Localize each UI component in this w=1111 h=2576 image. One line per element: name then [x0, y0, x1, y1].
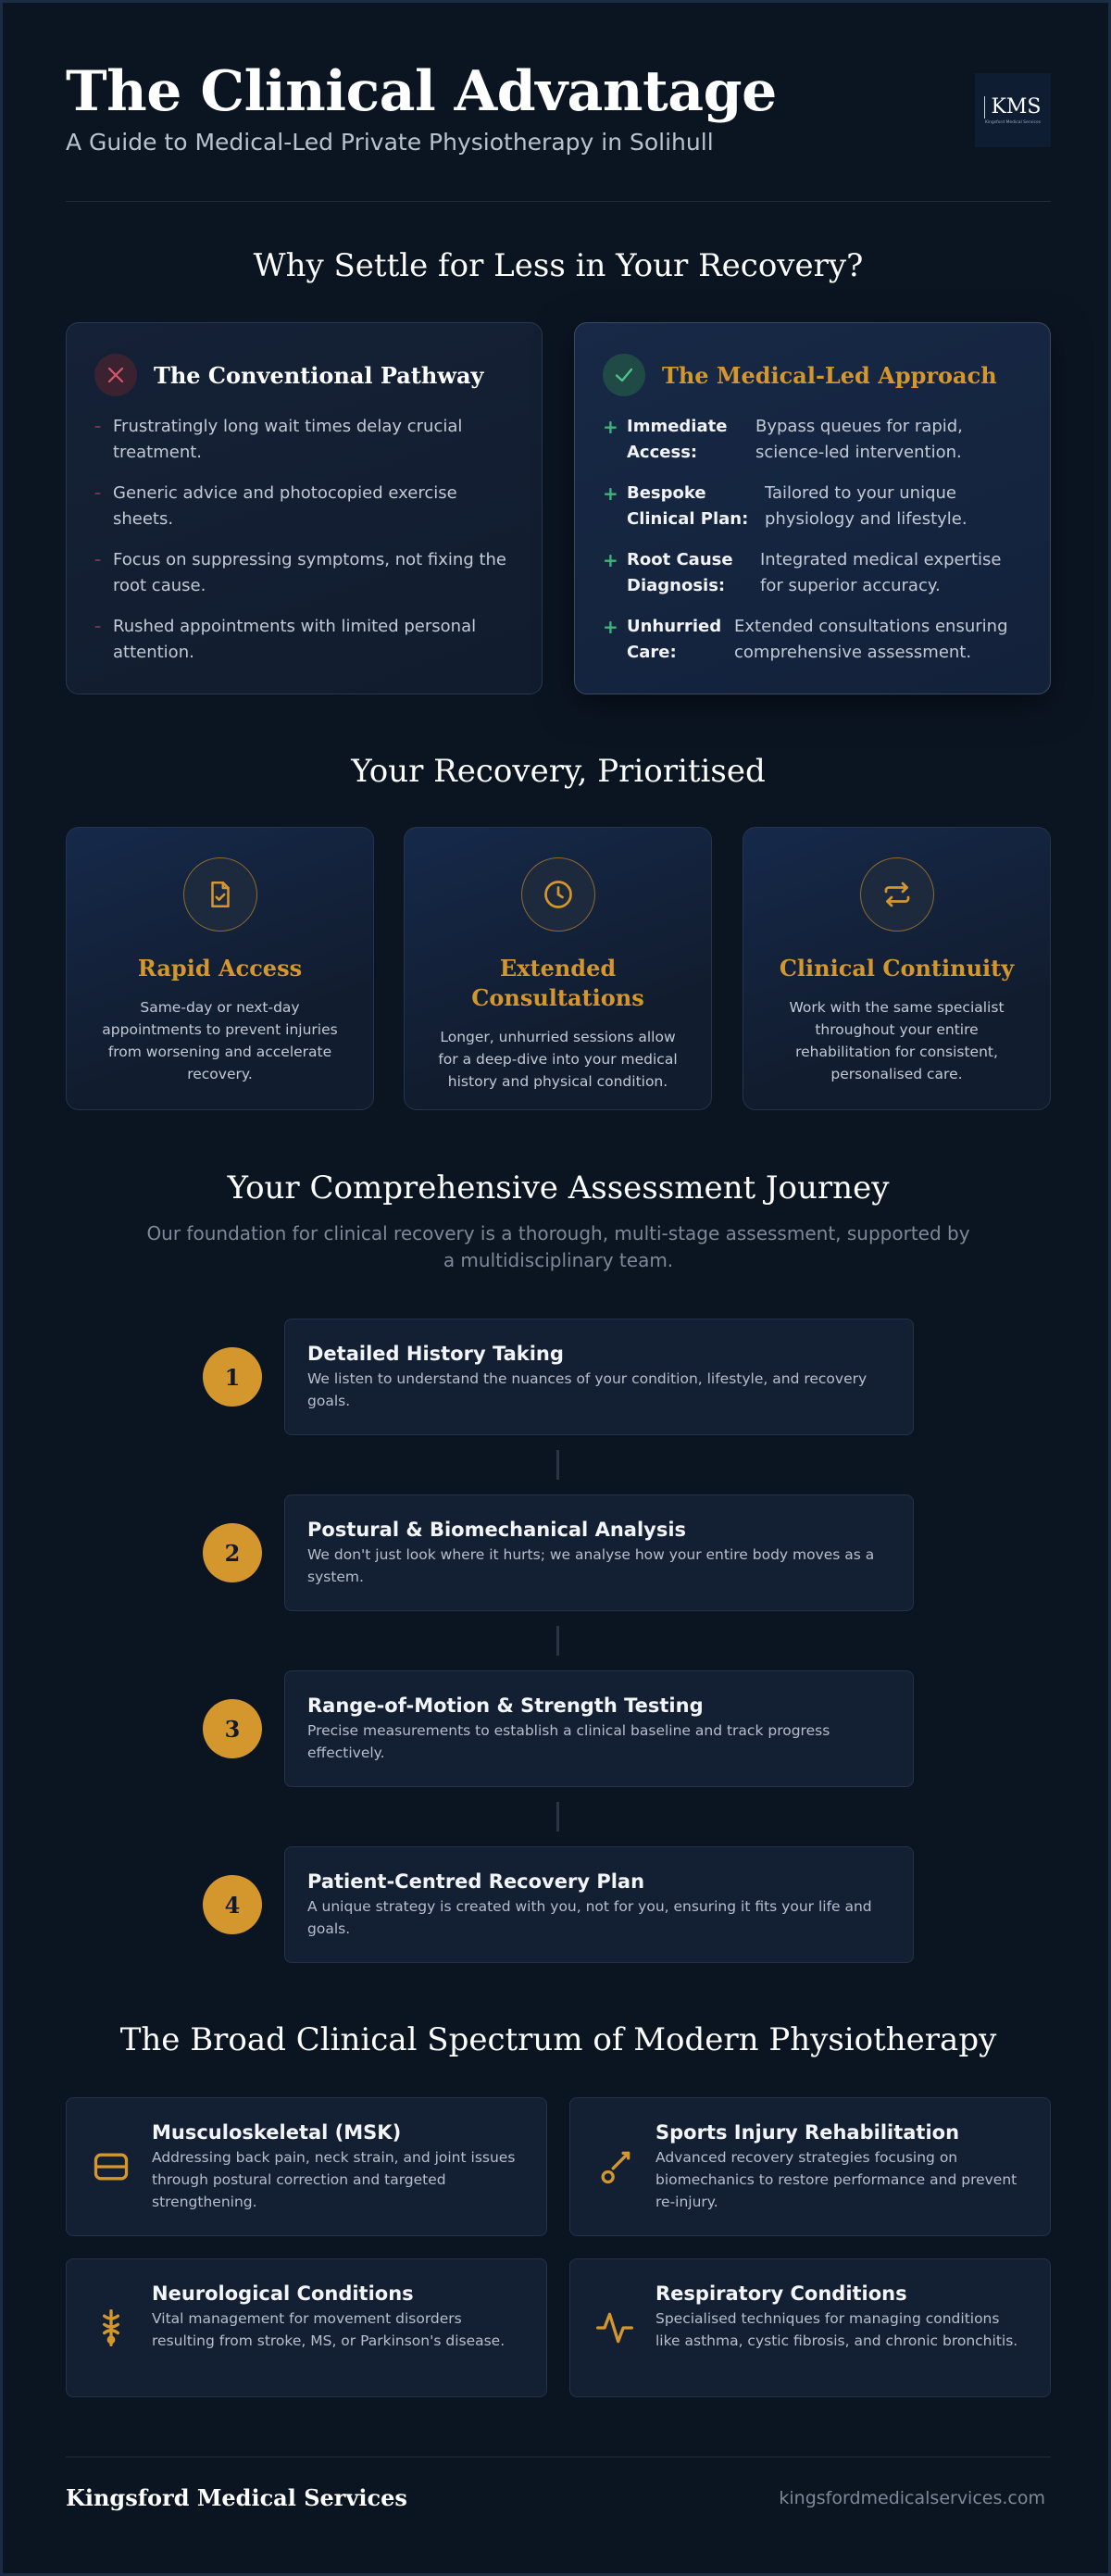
medical-led-header	[603, 353, 1022, 397]
list-item	[603, 614, 1022, 666]
step-card	[284, 1494, 914, 1611]
list-item-text: Rushed appointments with limited personal attention.	[113, 617, 477, 662]
spectrum-heading: The Broad Clinical Spectrum of Modern Physiotherapy	[119, 2021, 997, 2058]
step-card	[284, 1846, 914, 1963]
spectrum-desc: Addressing back pain, neck strain, and joint issues through postural correction and targeted strengthening.	[152, 2149, 516, 2210]
feature-card-rapid-access	[66, 827, 374, 1110]
step-connector	[556, 1450, 559, 1480]
medical-led-title: The Medical-Led Approach	[662, 361, 997, 389]
logo	[975, 73, 1051, 147]
spectrum-desc: Vital management for movement disorders resulting from stroke, MS, or Parkinson's disease.	[152, 2310, 506, 2349]
logo-text: KMS	[984, 96, 1041, 119]
medical-led-card	[574, 322, 1051, 694]
list-item	[94, 481, 514, 532]
spectrum-card-neuro	[66, 2258, 547, 2397]
list-item-key: Root Cause Diagnosis:	[627, 550, 733, 595]
spectrum-title: Neurological Conditions	[152, 2282, 414, 2305]
conventional-list	[94, 414, 514, 666]
feature-card-clinical-continuity	[743, 827, 1051, 1110]
footer-url-link[interactable]: kingsfordmedicalservices.com	[779, 2488, 1045, 2508]
minus-icon: –	[94, 553, 101, 568]
repeat-arrows-icon	[860, 857, 934, 932]
step-number: 1	[203, 1347, 262, 1407]
page-title: The Clinical Advantage	[66, 59, 777, 124]
plus-icon: +	[603, 549, 618, 571]
step-title: Postural & Biomechanical Analysis	[307, 1519, 687, 1541]
spectrum-card-msk	[66, 2097, 547, 2236]
spectrum-card-sports	[569, 2097, 1051, 2236]
feature-card-extended-consultations	[404, 827, 712, 1110]
pulse-icon	[593, 2306, 637, 2350]
step-number: 3	[203, 1699, 262, 1758]
minus-icon: –	[94, 619, 101, 634]
step-number: 2	[203, 1523, 262, 1582]
step-title: Detailed History Taking	[307, 1343, 564, 1365]
footer-brand: Kingsford Medical Services	[66, 2484, 407, 2511]
conventional-header	[94, 353, 514, 397]
spectrum-desc: Advanced recovery strategies focusing on biomechanics to restore performance and prevent re-injury.	[655, 2149, 1017, 2210]
medical-led-list	[603, 414, 1022, 666]
minus-icon: –	[94, 486, 101, 501]
list-item	[603, 414, 1022, 466]
spectrum-title: Musculoskeletal (MSK)	[152, 2121, 402, 2144]
divider	[66, 201, 1051, 202]
step-card	[284, 1319, 914, 1435]
minus-icon: –	[94, 419, 101, 434]
step-desc: A unique strategy is created with you, not for you, ensuring it fits your life and goals.	[307, 1898, 872, 1937]
list-item	[603, 547, 1022, 599]
bandage-icon	[593, 2145, 637, 2189]
feature-title: Clinical Continuity	[779, 955, 1015, 982]
feature-title: Extended Consultations	[471, 955, 644, 1011]
list-item-text: Integrated medical expertise for superior accuracy.	[760, 550, 1002, 595]
journey-heading: Your Comprehensive Assessment Journey	[227, 1169, 890, 1207]
list-item-text: Extended consultations ensuring comprehensive assessment.	[734, 617, 1008, 662]
list-item-text: Bypass queues for rapid, science-led intervention.	[755, 417, 963, 462]
list-item-text: Frustratingly long wait times delay crucial treatment.	[113, 417, 463, 462]
spectrum-card-respiratory	[569, 2258, 1051, 2397]
page-subtitle: A Guide to Medical-Led Private Physiotherapy in Solihull	[66, 129, 714, 156]
step-desc: We don't just look where it hurts; we analyse how your entire body moves as a system.	[307, 1546, 875, 1585]
list-item	[94, 614, 514, 666]
x-icon	[94, 354, 137, 396]
list-item-key: Unhurried Care:	[627, 617, 722, 662]
journey-subheading: Our foundation for clinical recovery is a thorough, multi-stage assessment, supported by a multidisciplinary team.	[146, 1222, 970, 1271]
plus-icon: +	[603, 482, 618, 505]
list-item	[94, 414, 514, 466]
plus-icon: +	[603, 416, 618, 438]
list-item-text: Focus on suppressing symptoms, not fixing the root cause.	[113, 550, 507, 595]
priorities-heading: Your Recovery, Prioritised	[351, 753, 766, 790]
step-connector	[556, 1626, 559, 1656]
step-desc: Precise measurements to establish a clinical baseline and track progress effectively.	[307, 1722, 830, 1761]
feature-title: Rapid Access	[137, 955, 303, 982]
step-title: Patient-Centred Recovery Plan	[307, 1870, 645, 1893]
list-item-text: Generic advice and photocopied exercise sheets.	[113, 483, 457, 529]
spectrum-title: Sports Injury Rehabilitation	[655, 2121, 960, 2144]
feature-desc: Longer, unhurried sessions allow for a deep-dive into your medical history and physical condition.	[438, 1029, 678, 1090]
document-check-icon	[183, 857, 257, 932]
step-number: 4	[203, 1875, 262, 1934]
feature-desc: Work with the same specialist throughout your entire rehabilitation for consistent, personalised care.	[789, 999, 1005, 1082]
conventional-title: The Conventional Pathway	[154, 361, 484, 389]
list-item-text: Tailored to your unique physiology and lifestyle.	[765, 483, 967, 529]
feature-desc: Same-day or next-day appointments to prevent injuries from worsening and accelerate recovery.	[102, 999, 338, 1082]
step-card	[284, 1670, 914, 1787]
comparison-heading: Why Settle for Less in Your Recovery?	[253, 247, 864, 284]
check-icon	[603, 354, 645, 396]
list-item-key: Bespoke Clinical Plan:	[627, 483, 749, 529]
logo-subtext: Kingsford Medical Services	[984, 119, 1042, 125]
nerve-icon	[89, 2306, 133, 2350]
spectrum-desc: Specialised techniques for managing conditions like asthma, cystic fibrosis, and chronic bronchitis.	[655, 2310, 1018, 2349]
clock-icon	[521, 857, 595, 932]
plus-icon: +	[603, 616, 618, 638]
step-desc: We listen to understand the nuances of your condition, lifestyle, and recovery goals.	[307, 1370, 868, 1409]
step-connector	[556, 1802, 559, 1832]
list-item	[603, 481, 1022, 532]
list-item	[94, 547, 514, 599]
spectrum-title: Respiratory Conditions	[655, 2282, 907, 2305]
spine-icon	[89, 2145, 133, 2189]
header	[66, 58, 1051, 160]
step-title: Range-of-Motion & Strength Testing	[307, 1694, 704, 1717]
list-item-key: Immediate Access:	[627, 417, 728, 462]
conventional-card	[66, 322, 543, 694]
